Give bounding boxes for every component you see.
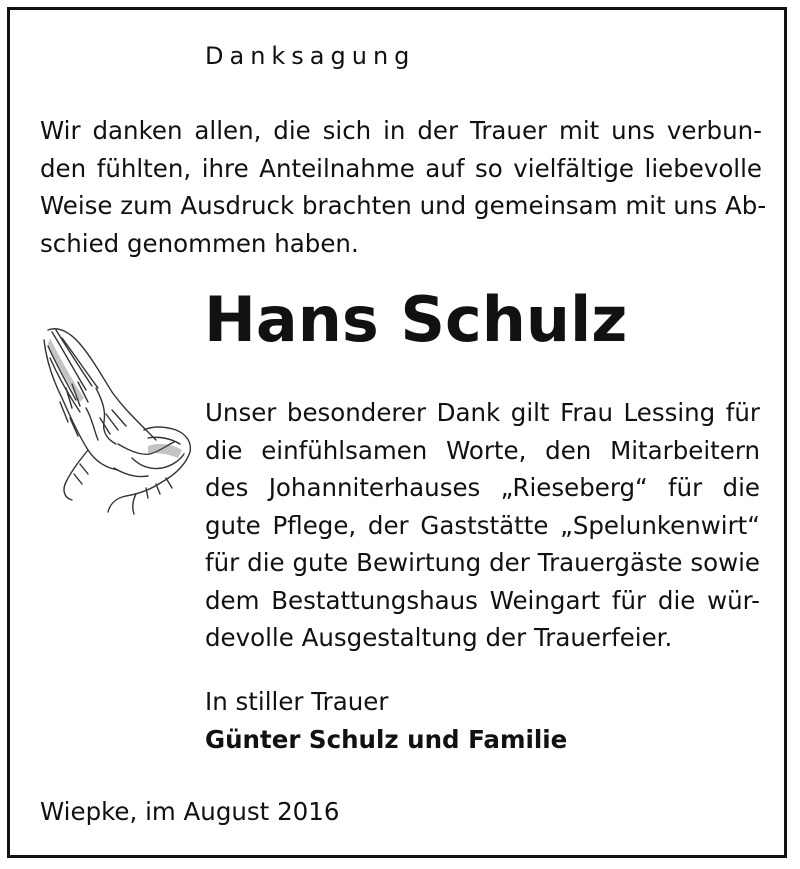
place-date: Wiepke, im August 2016: [40, 797, 340, 826]
thanks-line: Unser besonderer Dank gilt Frau Lessing für: [205, 398, 760, 427]
notice-heading: Danksagung: [205, 42, 416, 70]
intro-line: Wir danken allen, die sich in der Trauer mit uns verbun-: [40, 116, 762, 145]
intro-paragraph: [40, 112, 767, 262]
thanks-paragraph: [205, 394, 760, 657]
thanks-line: devolle Ausgestaltung der Trauerfeier.: [205, 623, 673, 652]
family-signature: Günter Schulz und Familie: [205, 725, 568, 754]
intro-line: den fühlten, ihre Anteilnahme auf so vielfältige liebevolle: [40, 153, 762, 183]
mourning-line: In stiller Trauer: [205, 687, 389, 716]
thanks-line: dem Bestattungshaus Weingart für die wür-: [205, 585, 760, 615]
intro-line: Weise zum Ausdruck brachten und gemeinsam mit uns Ab-: [40, 191, 767, 220]
thanks-line: des Johanniterhauses „Rieseberg“ für die: [205, 473, 760, 502]
praying-hands-icon: [36, 318, 196, 518]
deceased-name: Hans Schulz: [204, 283, 628, 356]
thanks-line: die einfühlsamen Worte, den Mitarbeitern: [205, 435, 760, 465]
intro-line: schied genommen haben.: [40, 228, 359, 258]
thanks-line: für die gute Bewirtung der Trauergäste sowie: [205, 548, 760, 577]
thanks-line: gute Pflege, der Gaststätte „Spelunkenwirt“: [205, 510, 760, 540]
